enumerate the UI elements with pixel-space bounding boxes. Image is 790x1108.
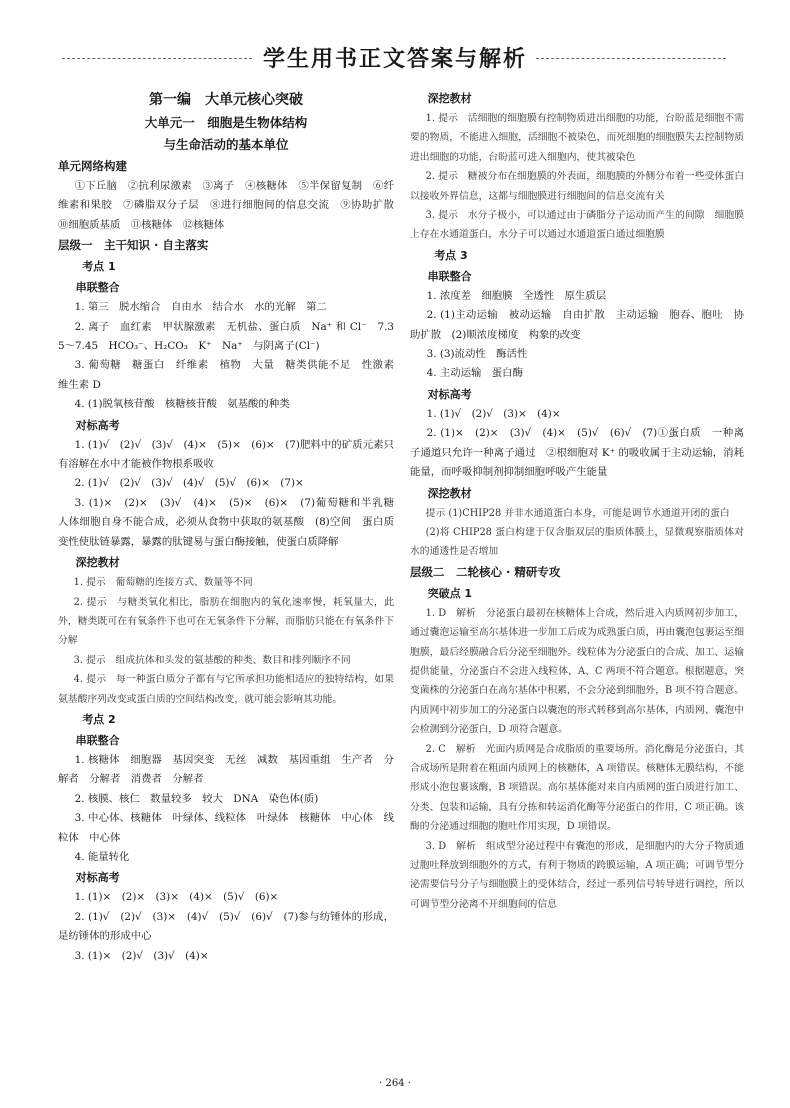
- answer-paragraph: ①下丘脑 ②抗利尿激素 ③离子 ④核糖体 ⑤半保留复制 ⑥纤维素和果胶 ⑦磷脂双分子层 ⑧进行细胞间的信息交流 ⑨协助扩散 ⑩细胞质基质 ⑪核糖体 ⑫核糖体: [58, 180, 405, 231]
- subsection-heading: 深挖教材: [427, 92, 472, 105]
- answer-paragraph: 2. (1)√ (2)√ (3)√ (4)√ (5)√ (6)× (7)×: [74, 477, 304, 490]
- section-heading: 层级一 主干知识 · 自主落实: [58, 238, 209, 253]
- explanation-paragraph: 提示 (1)CHIP28 并非水通道蛋白本身，可能是调节水通道开闭的蛋白: [425, 507, 730, 519]
- section-heading: 单元网络构建: [58, 159, 127, 173]
- answer-paragraph: 1. 浓度差 细胞膜 全透性 原生质层: [426, 289, 607, 302]
- answer-paragraph: 1. (1)√ (2)√ (3)× (4)×: [426, 407, 561, 420]
- explanation-paragraph: 1. D 解析 分泌蛋白最初在核糖体上合成，然后进入内质网初步加工，通过囊泡运输至高尔基体进一步加工后成为成熟蛋白质，再由囊泡包裹运至细胞膜，最后经膜融合后分泌至细胞外。线粒体为分泌蛋白的合成、加工、运输提供能量，分泌蛋白不会进入线粒体，A、C 两项不符合题意。根据题意，突变菌株的分泌蛋白在高尔基体中积累，不会分泌到细胞外，B 项不符合题意。内质网中初步加工的分泌蛋白以囊泡的形式转移到高尔基体，内质网、囊泡中会检测到分泌蛋白，D 项符合题意。: [410, 607, 744, 736]
- subsection-heading: 突破点 1: [427, 586, 473, 600]
- explanation-paragraph: 1. 提示 葡萄糖的连接方式、数量等不同: [73, 577, 253, 589]
- topic-heading: 考点 1: [82, 260, 116, 274]
- subsection-heading: 对标高考: [75, 871, 120, 885]
- answer-paragraph: 3. 葡萄糖 糖蛋白 纤维素 植物 大量 糖类供能不足 性激素 维生素 D: [58, 359, 405, 391]
- left-column: [58, 88, 405, 966]
- answer-paragraph: 3. 中心体、核糖体 叶绿体、线粒体 叶绿体 核糖体 中心体 线粒体 中心体: [58, 812, 394, 844]
- title-rule-right: [536, 58, 726, 59]
- subsection-heading: 深挖教材: [75, 556, 120, 570]
- explanation-paragraph: 2. 提示 与糖类氧化相比，脂肪在细胞内的氧化速率慢，耗氧量大，此外，糖类既可在有氧条件下也可在无氧条件下分解，而脂肪只能在有氧条件下分解: [58, 596, 394, 647]
- subsection-heading: 深挖教材: [427, 486, 472, 500]
- topic-heading: 考点 2: [82, 712, 116, 726]
- explanation-paragraph: 3. D 解析 组成型分泌过程中有囊泡的形成，是细胞内的大分子物质通过胞吐释放到细胞外的方式，有利于物质的跨膜运输，A 项正确；可调节型分泌需要信号分子与细胞膜上的受体结合，经过一系列信号转导进行调控，所以可调节型分泌离不开细胞间的信息: [410, 840, 744, 910]
- explanation-paragraph: 2. 提示 糖被分布在细胞膜的外表面，细胞膜的外侧分布着一些受体蛋白以接收外界信息，这都与细胞膜进行细胞间的信息交流有关: [410, 171, 744, 202]
- explanation-paragraph: 3. 提示 水分子极小，可以通过由于磷脂分子运动而产生的间隙 细胞膜上存在水通道蛋白，水分子可以通过水通道蛋白通过细胞膜: [410, 210, 744, 241]
- topic-heading: 考点 3: [434, 248, 468, 262]
- explanation-paragraph: 4. 提示 每一种蛋白质分子都有与它所承担功能相适应的独特结构，如果氨基酸序列改变或蛋白质的空间结构改变，就可能会影响其功能。: [58, 674, 394, 705]
- page-title: 学生用书正文答案与解析: [262, 47, 527, 72]
- section-heading: 层级二 二轮核心 · 精研专攻: [410, 564, 561, 579]
- subsection-heading: 串联整合: [427, 269, 472, 283]
- unit-heading: 与生命活动的基本单位: [163, 137, 289, 152]
- answer-paragraph: 1. (1)√ (2)√ (3)√ (4)× (5)× (6)× (7)肥料中的矿质元素只有溶解在水中才能被作物根系吸收: [58, 438, 394, 471]
- explanation-paragraph: 1. 提示 活细胞的细胞膜有控制物质进出细胞的功能，台盼蓝是细胞不需要的物质，不能进入细胞，活细胞不被染色，而死细胞的细胞膜失去控制物质进出细胞的功能，台盼蓝可进入细胞内，使其被染色: [410, 113, 744, 163]
- subsection-heading: 对标高考: [427, 387, 472, 401]
- right-column: [410, 88, 744, 914]
- answer-paragraph: 4. (1)脱氧核苷酸 核糖核苷酸 氨基酸的种类: [74, 398, 290, 411]
- explanation-paragraph: 2. C 解析 光面内质网是合成脂质的重要场所。消化酶是分泌蛋白，其合成场所是附着在粗面内质网上的核糖体，A 项错误。核糖体无膜结构，不能形成小泡包裹该酶，B 项错误。高尔基体能对来自内质网的蛋白质进行加工、分类、包装和运输，具有分拣和转运消化酶等分泌蛋白的作用，C 项正确。该酶的分泌通过细胞的胞吐作用实现，D 项错误。: [410, 743, 744, 833]
- explanation-paragraph: 3. 提示 组成抗体和头发的氨基酸的种类、数目和排列顺序不同: [73, 654, 351, 666]
- answer-paragraph: 4. 主动运输 蛋白酶: [426, 367, 523, 380]
- subsection-heading: 串联整合: [75, 281, 120, 295]
- answer-paragraph: 1. 第三 脱水缩合 自由水 结合水 水的光解 第二: [74, 301, 327, 314]
- subsection-heading: 对标高考: [75, 418, 120, 432]
- answer-paragraph: 2. 核膜、核仁 数量较多 较大 DNA 染色体(质): [74, 792, 319, 805]
- title-rule-left: [62, 58, 252, 59]
- part-heading: 第一编 大单元核心突破: [149, 92, 303, 108]
- answer-paragraph: 3. (3)流动性 酶活性: [426, 348, 528, 361]
- answer-paragraph: 2. (1)主动运输 被动运输 自由扩散 主动运输 胞吞、胞吐 协助扩散 (2)顺浓度梯度 构象的改变: [410, 309, 744, 341]
- answer-paragraph: 2. (1)× (2)× (3)√ (4)× (5)√ (6)√ (7)①蛋白质 一种离子通道只允许一种离子通过 ②根细胞对 K⁺ 的吸收属于主动运输，消耗能量，而呼吸抑制剂抑制细胞呼吸产生能量: [410, 427, 744, 479]
- answer-paragraph: 2. (1)√ (2)√ (3)× (4)√ (5)√ (6)√ (7)参与纺锤体的形成，是纺锤体的形成中心: [58, 910, 394, 943]
- page-number: · 264 ·: [379, 1078, 411, 1089]
- answer-paragraph: 3. (1)× (2)× (3)√ (4)× (5)× (6)× (7)葡萄糖和半乳糖 人体细胞自身不能合成，必须从食物中获取的氨基酸 (8)空间 蛋白质变性使肽链暴露，暴露的肽键易与蛋白酶接触，使蛋白质降解: [58, 496, 405, 548]
- answer-paragraph: 1. 核糖体 细胞器 基因突变 无丝 减数 基因重组 生产者 分解者 分解者 消费者 分解者: [58, 753, 394, 786]
- answer-paragraph: 4. 能量转化: [74, 850, 130, 863]
- answer-paragraph: 3. (1)× (2)√ (3)√ (4)×: [74, 949, 209, 962]
- unit-heading: 大单元一 细胞是生物体结构: [144, 115, 308, 130]
- explanation-paragraph: (2)将 CHIP28 蛋白构建于仅含脂双层的脂质体膜上，显微观察脂质体对水的通透性是否增加: [410, 526, 744, 558]
- subsection-heading: 串联整合: [75, 733, 120, 747]
- answer-paragraph: 1. (1)× (2)× (3)× (4)× (5)√ (6)×: [74, 891, 279, 904]
- answer-paragraph: 2. 离子 血红素 甲状腺激素 无机盐、蛋白质 Na⁺ 和 Cl⁻ 7.35～7.45 HCO₃⁻、H₂CO₃ K⁺ Na⁺ 与阴离子(Cl⁻): [58, 320, 394, 353]
